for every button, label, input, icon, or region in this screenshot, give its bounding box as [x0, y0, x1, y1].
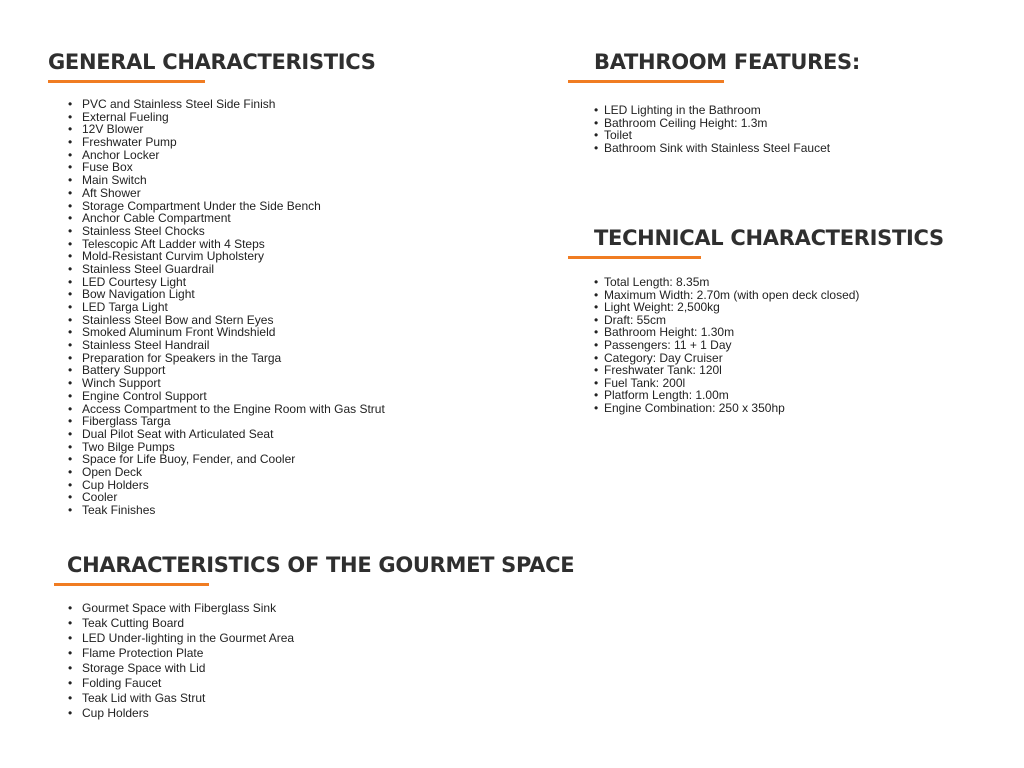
list-item: • External Fueling	[68, 111, 385, 124]
list-item: • Gourmet Space with Fiberglass Sink	[68, 601, 574, 616]
list-item: • LED Courtesy Light	[68, 276, 385, 289]
list-item: • Freshwater Pump	[68, 136, 385, 149]
list-item: • Bow Navigation Light	[68, 288, 385, 301]
list-item: • Total Length: 8.35m	[594, 276, 944, 289]
bathroom-features-list	[594, 104, 860, 154]
technical-characteristics-list	[594, 276, 944, 415]
list-item: • Telescopic Aft Ladder with 4 Steps	[68, 238, 385, 251]
list-item: • Anchor Cable Compartment	[68, 212, 385, 225]
list-item: • LED Targa Light	[68, 301, 385, 314]
general-characteristics-list	[68, 98, 385, 517]
list-item: • Light Weight: 2,500kg	[594, 301, 944, 314]
list-item: • Battery Support	[68, 364, 385, 377]
list-item: • Engine Control Support	[68, 390, 385, 403]
list-item: • Fuel Tank: 200l	[594, 377, 944, 390]
list-item: • Fiberglass Targa	[68, 415, 385, 428]
general-characteristics-section	[48, 50, 385, 517]
list-item: • PVC and Stainless Steel Side Finish	[68, 98, 385, 111]
list-item: • Fuse Box	[68, 161, 385, 174]
gourmet-heading-underline	[54, 583, 209, 586]
list-item: • Passengers: 11 + 1 Day	[594, 339, 944, 352]
list-item: • Stainless Steel Chocks	[68, 225, 385, 238]
list-item: • LED Under-lighting in the Gourmet Area	[68, 631, 574, 646]
list-item: • Space for Life Buoy, Fender, and Cooler	[68, 453, 385, 466]
list-item: • Access Compartment to the Engine Room with Gas Strut	[68, 403, 385, 416]
list-item: • Anchor Locker	[68, 149, 385, 162]
bathroom-features-heading: BATHROOM FEATURES:	[594, 50, 860, 74]
list-item: • Cup Holders	[68, 706, 574, 721]
list-item: • Maximum Width: 2.70m (with open deck closed)	[594, 289, 944, 302]
list-item: • Smoked Aluminum Front Windshield	[68, 326, 385, 339]
list-item: • Open Deck	[68, 466, 385, 479]
list-item: • LED Lighting in the Bathroom	[594, 104, 860, 117]
list-item: • Platform Length: 1.00m	[594, 389, 944, 402]
gourmet-space-list	[68, 601, 574, 721]
list-item: • Two Bilge Pumps	[68, 441, 385, 454]
list-item: • Dual Pilot Seat with Articulated Seat	[68, 428, 385, 441]
list-item: • Cup Holders	[68, 479, 385, 492]
list-item: • Folding Faucet	[68, 676, 574, 691]
list-item: • Toilet	[594, 129, 860, 142]
list-item: • Flame Protection Plate	[68, 646, 574, 661]
list-item: • Winch Support	[68, 377, 385, 390]
list-item: • Freshwater Tank: 120l	[594, 364, 944, 377]
list-item: • Main Switch	[68, 174, 385, 187]
list-item: • Category: Day Cruiser	[594, 352, 944, 365]
list-item: • Teak Finishes	[68, 504, 385, 517]
gourmet-space-section	[54, 553, 574, 721]
list-item: • 12V Blower	[68, 123, 385, 136]
technical-characteristics-section	[568, 226, 944, 415]
list-item: • Cooler	[68, 491, 385, 504]
list-item: • Teak Cutting Board	[68, 616, 574, 631]
general-characteristics-heading: GENERAL CHARACTERISTICS	[48, 50, 376, 74]
list-item: • Bathroom Ceiling Height: 1.3m	[594, 117, 860, 130]
list-item: • Bathroom Height: 1.30m	[594, 326, 944, 339]
list-item: • Stainless Steel Bow and Stern Eyes	[68, 314, 385, 327]
technical-heading-underline	[568, 256, 701, 259]
list-item: • Bathroom Sink with Stainless Steel Faucet	[594, 142, 860, 155]
list-item: • Draft: 55cm	[594, 314, 944, 327]
list-item: • Engine Combination: 250 x 350hp	[594, 402, 944, 415]
general-heading-underline	[48, 80, 205, 83]
list-item: • Storage Compartment Under the Side Bench	[68, 200, 385, 213]
technical-characteristics-heading: TECHNICAL CHARACTERISTICS	[594, 226, 944, 250]
list-item: • Stainless Steel Guardrail	[68, 263, 385, 276]
bathroom-heading-underline	[568, 80, 724, 83]
gourmet-space-heading: CHARACTERISTICS OF THE GOURMET SPACE	[67, 553, 575, 577]
list-item: • Aft Shower	[68, 187, 385, 200]
bathroom-features-section	[568, 50, 860, 154]
list-item: • Storage Space with Lid	[68, 661, 574, 676]
list-item: • Mold-Resistant Curvim Upholstery	[68, 250, 385, 263]
list-item: • Preparation for Speakers in the Targa	[68, 352, 385, 365]
list-item: • Stainless Steel Handrail	[68, 339, 385, 352]
list-item: • Teak Lid with Gas Strut	[68, 691, 574, 706]
